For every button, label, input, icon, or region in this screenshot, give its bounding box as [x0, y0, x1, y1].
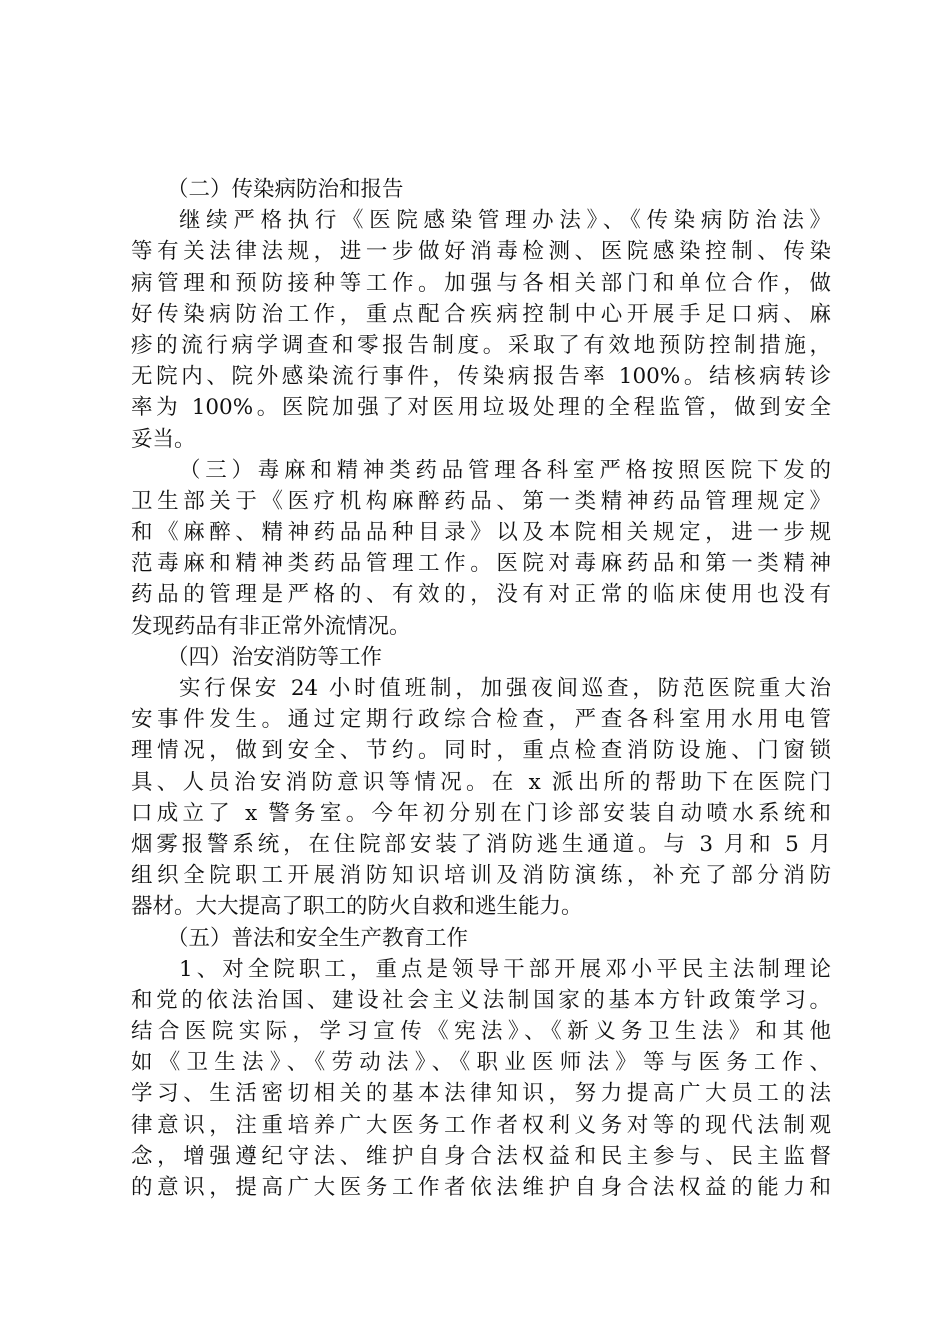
text-line: 安事件发生。通过定期行政综合检查，严查各科室用水用电管 [131, 707, 831, 733]
text-line: 的意识，提高广大医务工作者依法维护自身合法权益的能力和 [131, 1175, 831, 1200]
text-line: 和《麻醉、精神药品品种目录》以及本院相关规定，进一步规 [131, 520, 831, 546]
section-heading: （四）治安消防等工作 [167, 644, 383, 670]
text-line: 1、对全院职工，重点是领导干部开展邓小平民主法制理论 [179, 956, 831, 982]
text-line: 卫生部关于《医疗机构麻醉药品、第一类精神药品管理规定》 [131, 488, 831, 514]
text-line: 范毒麻和精神类药品管理工作。医院对毒麻药品和第一类精神 [131, 551, 831, 577]
text-line: 等有关法律法规，进一步做好消毒检测、医院感染控制、传染 [131, 239, 831, 265]
text-line: 具、人员治安消防意识等情况。在 x 派出所的帮助下在医院门 [131, 769, 831, 795]
document-body [131, 174, 831, 1203]
section-heading: （二）传染病防治和报告 [167, 177, 404, 202]
text-line: 理情况，做到安全、节约。同时，重点检查消防设施、门窗锁 [131, 738, 831, 764]
text-line: 如《卫生法》、《劳动法》、《职业医师法》等与医务工作、 [131, 1050, 831, 1076]
text-line: 病管理和预防接种等工作。加强与各相关部门和单位合作，做 [131, 270, 831, 296]
text-line: 组织全院职工开展消防知识培训及消防演练，补充了部分消防 [131, 863, 831, 889]
text-line: 继续严格执行《医院感染管理办法》、《传染病防治法》 [179, 208, 831, 234]
text-line: （三）毒麻和精神类药品管理各科室严格按照医院下发的 [179, 457, 831, 483]
text-line: 学习、生活密切相关的基本法律知识，努力提高广大员工的法 [131, 1081, 831, 1107]
text-line: 烟雾报警系统，在住院部安装了消防逃生通道。与 3 月和 5 月 [131, 831, 831, 857]
text-line: 药品的管理是严格的、有效的，没有对正常的临床使用也没有 [131, 582, 831, 608]
section-heading: （五）普法和安全生产教育工作 [167, 925, 469, 951]
text-line: 念，增强遵纪守法、维护自身合法权益和民主参与、民主监督 [131, 1143, 831, 1169]
text-line: 无院内、院外感染流行事件，传染病报告率 100%。结核病转诊 [131, 364, 831, 390]
text-line: 律意识，注重培养广大医务工作者权利义务对等的现代法制观 [131, 1112, 831, 1138]
text-line: 和党的依法治国、建设社会主义法制国家的基本方针政策学习。 [131, 987, 831, 1013]
text-line: 器材。大大提高了职工的防火自救和逃生能力。 [131, 894, 583, 920]
text-line: 结合医院实际，学习宣传《宪法》、《新义务卫生法》和其他 [131, 1019, 831, 1045]
text-line: 口成立了 x 警务室。今年初分别在门诊部安装自动喷水系统和 [131, 800, 831, 826]
text-line: 实行保安 24 小时值班制，加强夜间巡查，防范医院重大治 [179, 676, 831, 701]
text-line: 率为 100%。医院加强了对医用垃圾处理的全程监管，做到安全 [131, 395, 831, 421]
text-line: 疹的流行病学调查和零报告制度。采取了有效地预防控制措施， [131, 332, 831, 358]
text-line: 好传染病防治工作，重点配合疾病控制中心开展手足口病、麻 [131, 301, 831, 327]
text-line: 发现药品有非正常外流情况。 [131, 613, 411, 639]
text-line: 妥当。 [131, 426, 196, 452]
